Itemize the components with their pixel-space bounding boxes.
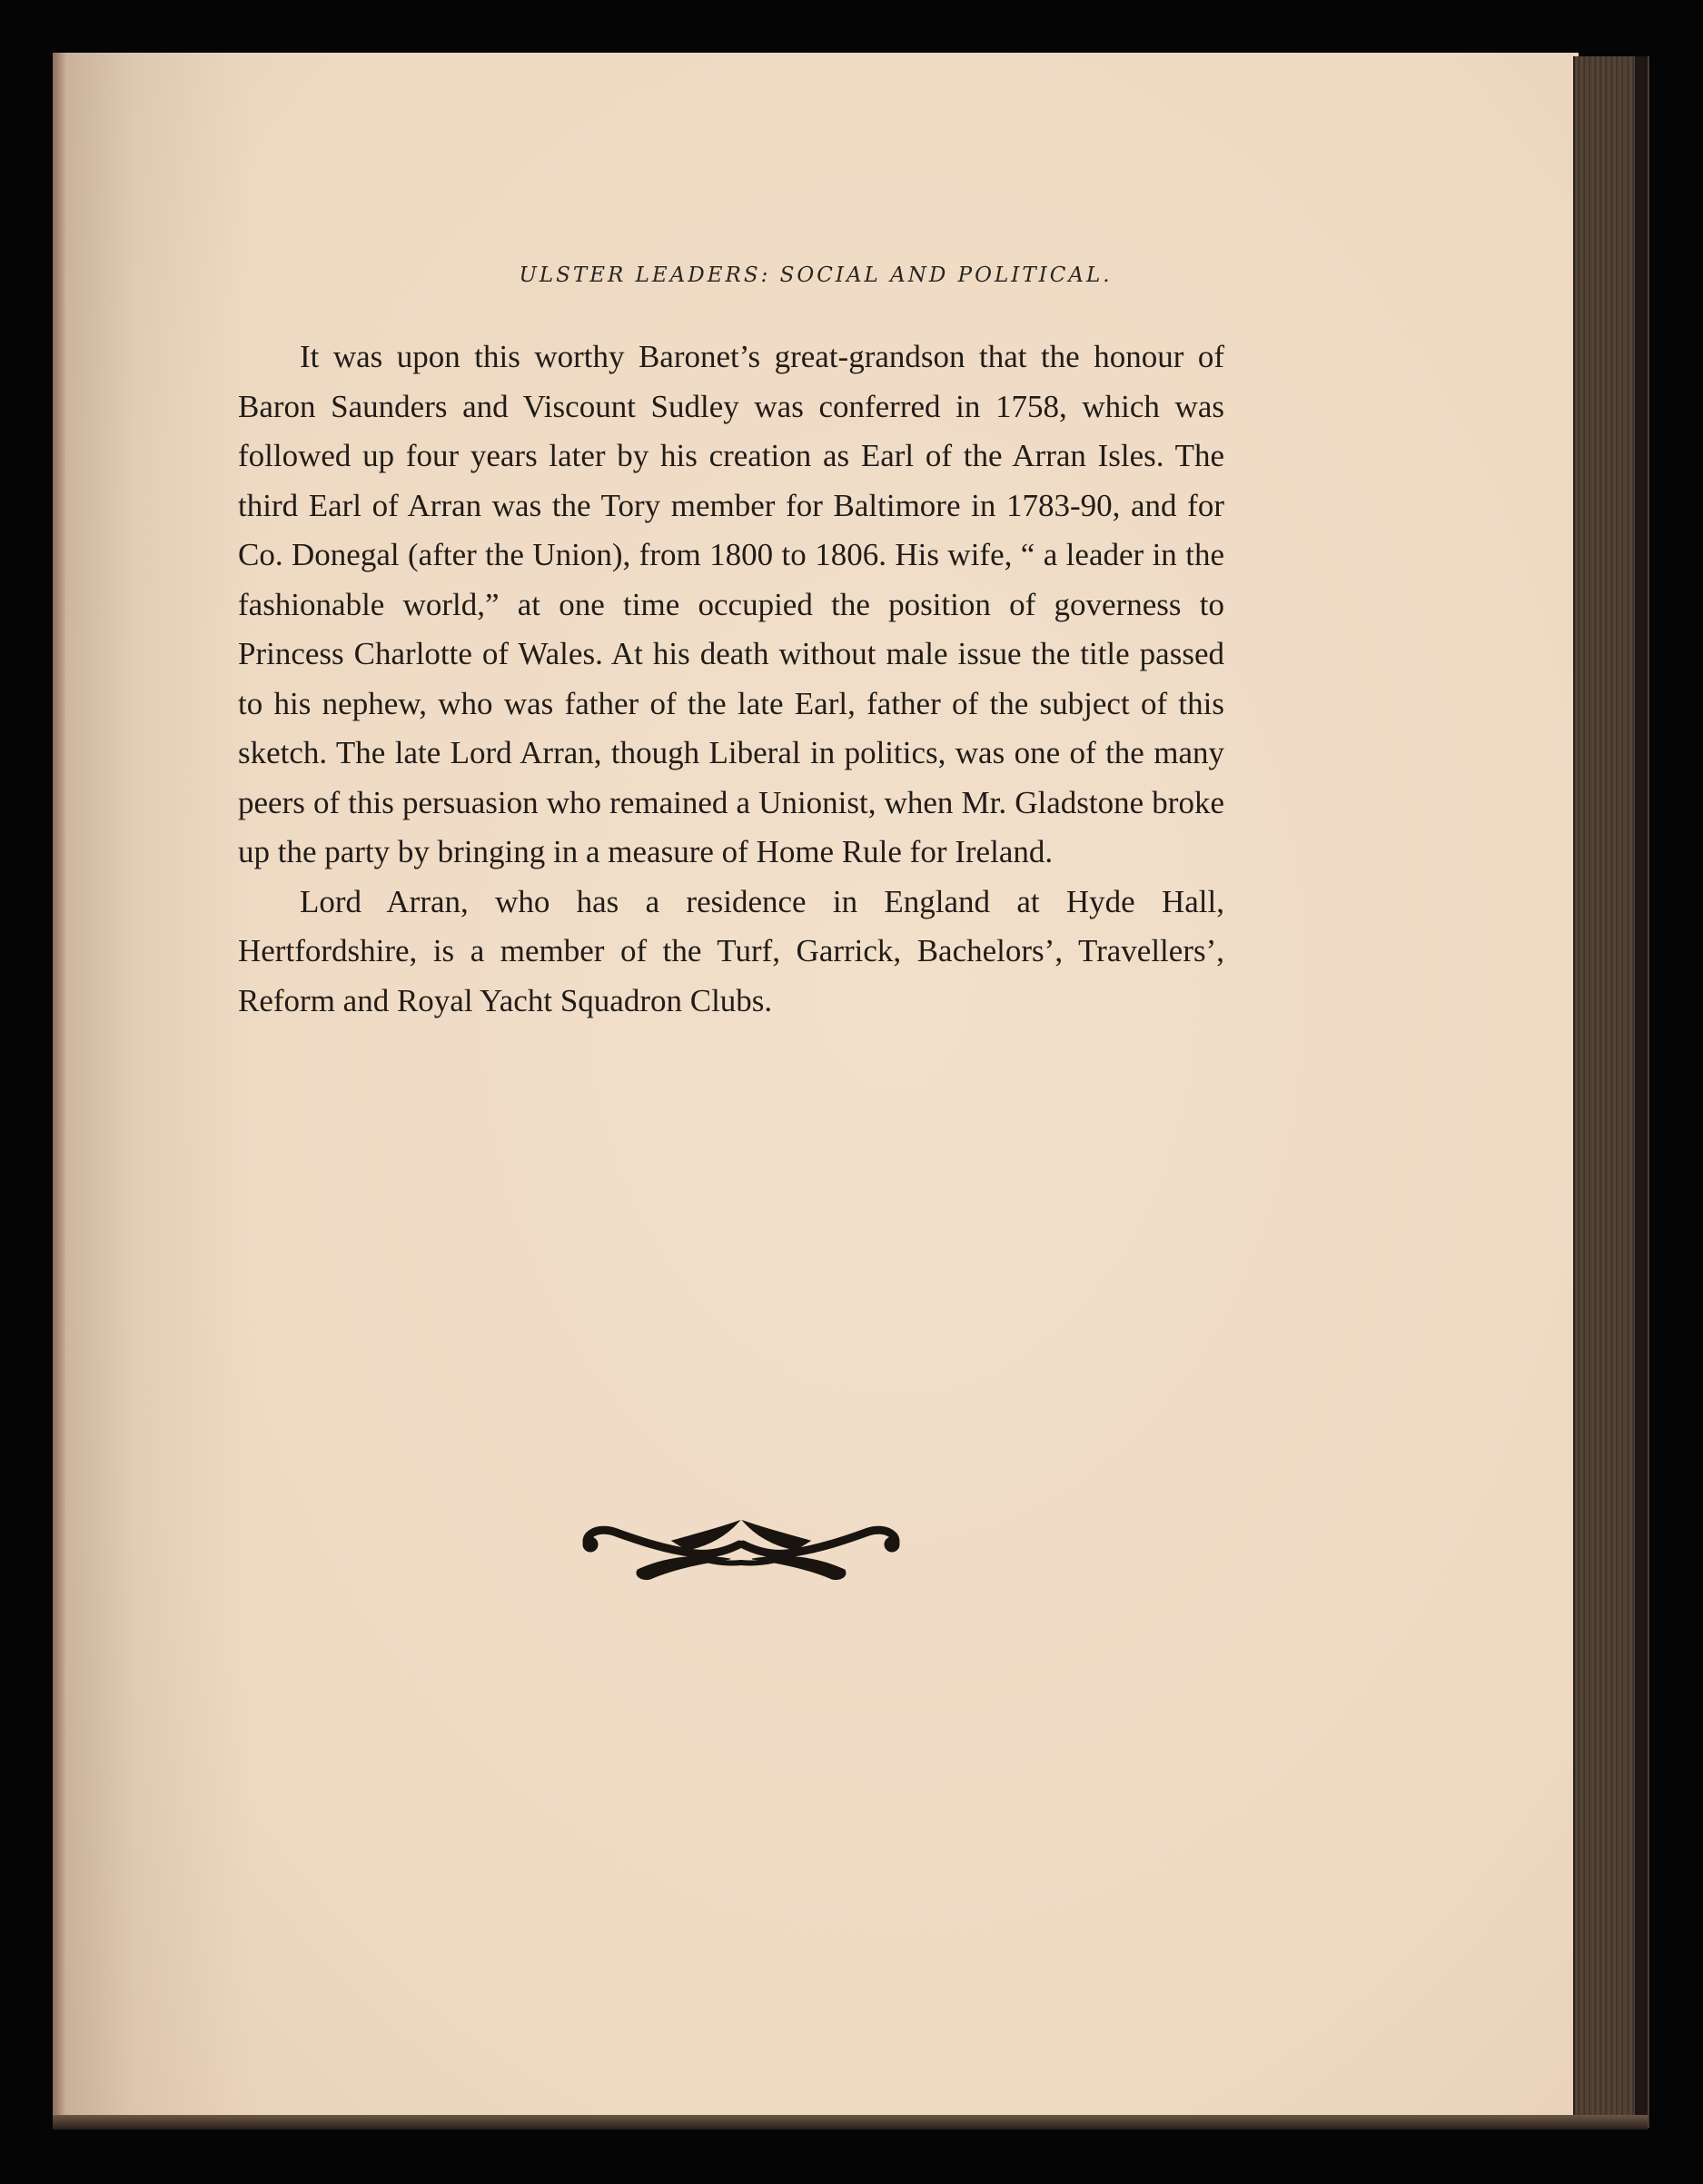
running-head: ULSTER LEADERS: SOCIAL AND POLITICAL. (519, 263, 1113, 287)
page-gutter-edge (53, 53, 65, 2119)
body-text (238, 333, 1224, 1026)
book-bottom-edge (53, 2115, 1648, 2129)
paragraph-1: It was upon this worthy Baronet’s great-grandson that the honour of Baron Saunders and Viscount Sudley was conferred in 1758, which was followed up four years later by his creation as Earl of the Arran Isles. The third Earl of Arran was the Tory member for Baltimore in 1783-90, and for Co. Donegal (after the Union), from 1800 to 1806. His wife, “ a leader in the fashionable world,” at one time occupied the position of governess to Princess Charlotte of Wales. At his death without male issue the title passed to his nephew, who was father of the late Earl, father of the subject of this sketch. The late Lord Arran, though Liberal in politics, was one of the many peers of this persuasion who remained a Unionist, when Mr. Gladstone broke up the party by bringing in a measure of Home Rule for Ireland. (238, 339, 1224, 869)
paragraph-2: Lord Arran, who has a residence in England at Hyde Hall, Hertfordshire, is a member of the Turf, Garrick, Bachelors’, Travellers’, Reform and Royal Yacht Squadron Clubs. (238, 883, 1224, 1018)
ornament-graphic (578, 1514, 905, 1588)
book-fore-edge-shadow (1635, 56, 1648, 2128)
scroll-ornament-icon (578, 1514, 905, 1588)
